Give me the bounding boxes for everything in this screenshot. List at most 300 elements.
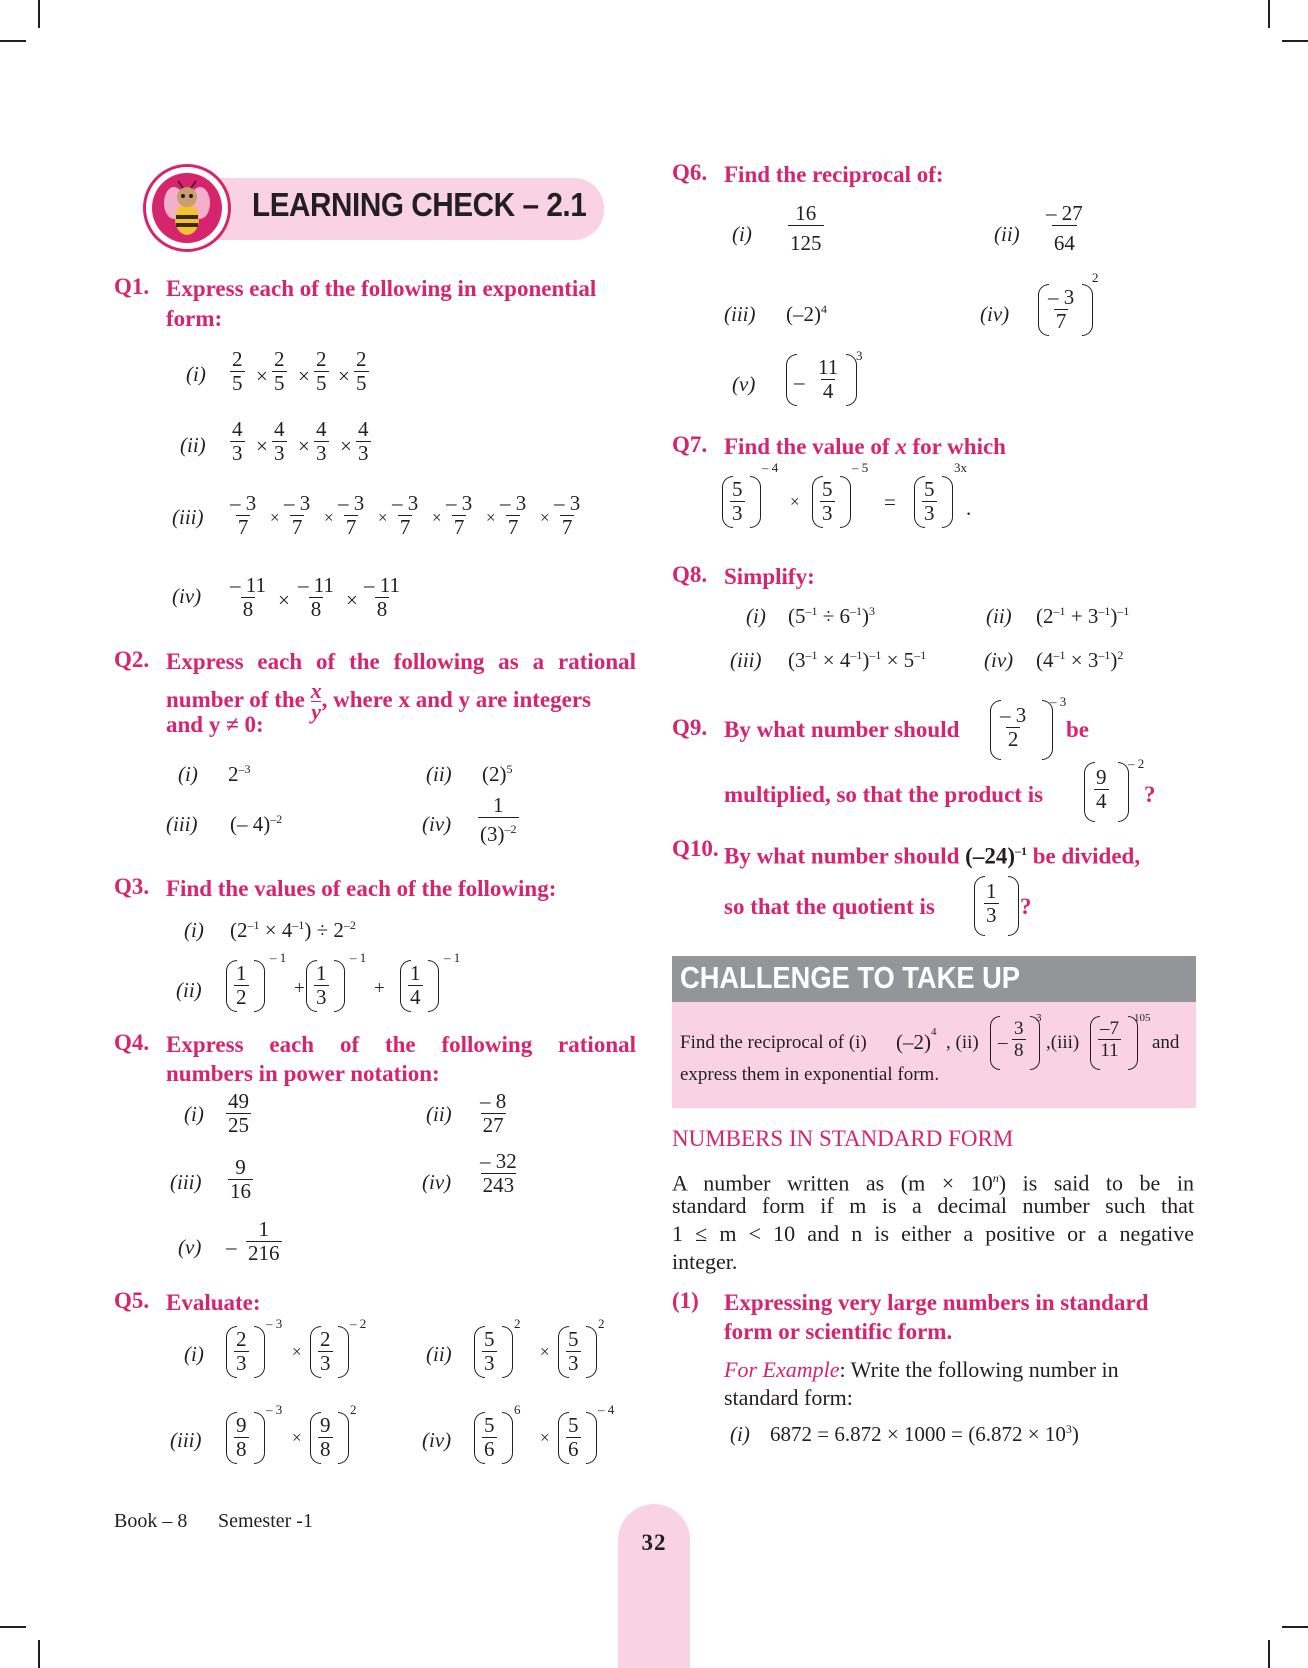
exponent: – 4 [598, 1402, 615, 1417]
fraction-numerator: x [310, 678, 322, 703]
times-sign: × [298, 364, 310, 388]
numerator: 5 [568, 1413, 579, 1437]
item-label: (v) [178, 1235, 202, 1259]
item-label: (ii) [994, 222, 1020, 246]
fraction [362, 574, 402, 621]
numerator: 16 [795, 201, 817, 225]
denominator: 3 [316, 441, 327, 465]
denominator: 3 [822, 501, 833, 525]
fraction [922, 478, 937, 525]
question-title-line: numbers in power notation: [166, 1061, 440, 1086]
bee-icon [152, 173, 222, 243]
denominator: 16 [230, 1179, 251, 1203]
fraction [1012, 1018, 1026, 1061]
challenge-text: , (ii) [946, 1032, 979, 1053]
denominator: 25 [228, 1113, 249, 1137]
denominator: 243 [482, 1173, 515, 1197]
item-label: (iii) [730, 648, 762, 672]
numerator: – 3 [500, 491, 527, 515]
item-label: (iii) [166, 812, 198, 836]
power-expression [896, 1026, 937, 1055]
exponent: –1 [850, 648, 863, 662]
numerator: 4 [274, 417, 285, 441]
fraction [552, 492, 582, 539]
question-number: Q3. [114, 874, 150, 899]
term: (3 [788, 648, 806, 672]
item-label: (ii) [176, 978, 202, 1002]
fraction [272, 418, 287, 465]
denominator: 2 [236, 985, 247, 1009]
exponent: 4 [821, 302, 827, 316]
question-title-text: Find the value of [724, 434, 896, 459]
fraction [1044, 202, 1085, 255]
minus-sign: – [226, 1235, 237, 1259]
numerator: 1 [258, 1217, 269, 1241]
denominator: 4 [822, 379, 834, 403]
power-expression [228, 762, 251, 787]
minus-sign: – [794, 370, 805, 394]
fraction [408, 962, 423, 1009]
term: ) ÷ 2 [304, 918, 344, 942]
times-sign: × [378, 508, 388, 527]
power-expression [786, 302, 827, 327]
item-label: (ii) [426, 1342, 452, 1366]
footer-semester: Semester -1 [218, 1510, 313, 1532]
item-label: (iv) [422, 1428, 452, 1452]
example-line [724, 1356, 1119, 1384]
right-paren [428, 960, 439, 1012]
term: × 4 [817, 648, 851, 672]
base: (2) [482, 762, 507, 786]
question-title: Evaluate: [166, 1290, 261, 1315]
item-number: (1) [672, 1288, 699, 1313]
numerator: 1 [316, 961, 327, 985]
term: × 3 [1065, 648, 1099, 672]
numerator: – 3 [1048, 285, 1075, 309]
question-title-line: so that the quotient is [724, 894, 935, 919]
right-paren [502, 1412, 513, 1464]
question-title-line: form: [166, 306, 223, 331]
right-paren [1128, 1016, 1138, 1070]
denominator: 8 [1014, 1040, 1024, 1061]
text: ) is said to be in [998, 1170, 1194, 1196]
right-paren [254, 1412, 265, 1464]
exponent: –1 [1053, 648, 1066, 662]
question-title-text: , where x and y are integers [321, 686, 591, 712]
term: + 3 [1065, 604, 1099, 628]
numerator: 9 [1096, 765, 1107, 789]
exponent: 2 [350, 1402, 357, 1417]
exponent: –1 [1098, 604, 1111, 618]
question-title-line: multiplied, so that the product is [724, 782, 1044, 807]
item-label: (iii) [724, 302, 756, 326]
term: ÷ 6 [817, 604, 851, 628]
exponent: –1 [1014, 844, 1027, 858]
question-title-text: for which [906, 434, 1006, 459]
numerator: – 3 [446, 491, 473, 515]
fraction [788, 202, 824, 255]
question-title-line: and y ≠ 0: [166, 712, 264, 737]
numerator: 5 [924, 477, 935, 501]
denominator: 7 [507, 515, 519, 539]
question-number: Q6. [672, 160, 708, 185]
expression [1036, 604, 1129, 629]
question-title: Simplify: [724, 564, 815, 589]
denominator: 3 [924, 501, 935, 525]
denominator: 7 [345, 515, 357, 539]
exponent: –2 [343, 918, 356, 932]
numerator: – 3 [230, 491, 257, 515]
fraction [482, 1328, 497, 1375]
power-expression [230, 812, 282, 837]
numerator: 5 [732, 477, 743, 501]
right-paren [338, 1412, 349, 1464]
times-sign: × [540, 508, 550, 527]
page-number-tab [618, 1504, 690, 1668]
right-paren [1008, 876, 1019, 936]
fraction-denominator: y [311, 699, 321, 724]
right-paren [840, 476, 851, 528]
fraction [314, 418, 329, 465]
question-number: Q7. [672, 432, 708, 457]
numerator: 9 [235, 1155, 246, 1179]
plus-sign: + [374, 978, 385, 999]
exponent: –1 [1098, 648, 1111, 662]
times-sign: × [256, 434, 268, 458]
exponent: 2 [1117, 648, 1124, 662]
fraction [566, 1414, 581, 1461]
exponent: – 3 [266, 1402, 283, 1417]
times-sign: × [324, 508, 334, 527]
right-paren [502, 1326, 513, 1378]
item-label: (i) [184, 1342, 204, 1366]
denominator [478, 817, 519, 846]
exponent: –1 [805, 648, 818, 662]
base: (–2) [786, 302, 821, 326]
paragraph-line: standard form if m is a decimal number such that [672, 1193, 1194, 1218]
fraction [820, 478, 835, 525]
fraction [1098, 1018, 1121, 1061]
fraction [336, 492, 366, 539]
denominator: 7 [1055, 309, 1067, 333]
fraction [230, 348, 245, 395]
fraction [478, 794, 519, 846]
exponent: –1 [805, 604, 818, 618]
exponent: – 4 [762, 460, 779, 475]
exponent: n [992, 1171, 999, 1185]
crop-mark [1282, 1626, 1308, 1628]
numerator: 5 [484, 1327, 495, 1351]
fraction [318, 1414, 333, 1461]
fraction [730, 478, 745, 525]
times-sign: × [338, 364, 350, 388]
denominator: 7 [453, 515, 465, 539]
exponent: –1 [1117, 604, 1130, 618]
question-mark: ? [1020, 894, 1032, 919]
item-label: (i) [178, 762, 198, 786]
question-title-text: be divided, [1026, 843, 1141, 869]
question-number: Q9. [672, 715, 708, 740]
exponent: – 3 [266, 1316, 283, 1331]
exponent: 6 [514, 1402, 521, 1417]
numerator: 9 [236, 1413, 247, 1437]
times-sign: × [346, 588, 358, 612]
numerator: – 11 [230, 573, 266, 597]
paragraph-line: integer. [672, 1249, 738, 1274]
question-title [166, 274, 636, 334]
denominator: 4 [410, 985, 421, 1009]
exponent: –1 [869, 648, 882, 662]
right-paren [254, 960, 265, 1012]
expression [1036, 648, 1123, 673]
item-label: (iii) [170, 1170, 202, 1194]
challenge-text: and [1152, 1032, 1180, 1053]
expression [788, 604, 875, 629]
numerator: 1 [410, 961, 421, 985]
item-label: (iii) [172, 505, 204, 529]
fraction [478, 1150, 519, 1197]
example-line: standard form: [724, 1385, 853, 1410]
right-paren [1082, 284, 1093, 336]
item-label: (iv) [980, 302, 1010, 326]
crop-mark [1268, 0, 1270, 28]
item-label: (v) [732, 372, 756, 396]
item-label: (i) [184, 918, 204, 942]
exponent: 3 [1065, 1422, 1072, 1436]
fraction [498, 492, 528, 539]
denominator: 4 [1096, 789, 1107, 813]
base: (–24) [965, 843, 1015, 869]
question-mark: ? [1144, 782, 1156, 807]
exponent: – 1 [444, 950, 461, 965]
question-title: Find the values of each of the following: [166, 876, 557, 901]
fraction [566, 1328, 581, 1375]
numerator: 3 [1014, 1018, 1024, 1039]
exponent: –2 [270, 812, 283, 826]
fraction [282, 492, 312, 539]
question-title-text: By what number should [724, 843, 966, 869]
question-title [724, 432, 1006, 462]
numerator: – 3 [284, 491, 311, 515]
exponent: 3 [1036, 1012, 1042, 1024]
example-expression [770, 1422, 1079, 1447]
times-sign: × [540, 1428, 550, 1447]
denominator: 8 [320, 1437, 331, 1461]
numerator: 2 [274, 347, 285, 371]
fraction [354, 348, 369, 395]
fraction [234, 1328, 249, 1375]
exponent: –1 [247, 918, 260, 932]
base: (–2) [896, 1030, 931, 1054]
fraction [272, 348, 287, 395]
fraction [228, 574, 268, 621]
denominator: 3 [274, 441, 285, 465]
question-title-line: By what number should [724, 717, 960, 742]
times-sign: × [340, 434, 352, 458]
numerator: 1 [236, 961, 247, 985]
numerator: 4 [358, 417, 369, 441]
denominator: 8 [310, 597, 322, 621]
times-sign: × [486, 508, 496, 527]
denominator: 3 [568, 1351, 579, 1375]
term: (2 [230, 918, 248, 942]
term: (2 [1036, 604, 1054, 628]
denominator: 64 [1052, 225, 1077, 255]
fraction [230, 418, 245, 465]
exponent: – 2 [350, 1316, 367, 1331]
exponent: 5 [506, 762, 513, 776]
item-title-line: form or scientific form. [724, 1319, 953, 1344]
question-title-text: be [1066, 717, 1089, 742]
question-number: Q10. [672, 836, 719, 861]
denominator: 7 [399, 515, 411, 539]
numerator: 2 [232, 347, 243, 371]
question-number: Q2. [114, 647, 150, 672]
item-label: (iv) [422, 1170, 452, 1194]
term: ) [862, 604, 870, 628]
fraction [318, 1328, 333, 1375]
fraction [228, 1156, 253, 1203]
numerator: 9 [320, 1413, 331, 1437]
base: 2 [228, 762, 239, 786]
fraction [444, 492, 474, 539]
times-sign: × [270, 508, 280, 527]
times-sign: × [432, 508, 442, 527]
period: . [966, 496, 972, 520]
paragraph-line: 1 ≤ m < 10 and n is either a positive or a negative [672, 1221, 1194, 1246]
exponent: –1 [292, 918, 305, 932]
denominator: 7 [237, 515, 249, 539]
numerator: 11 [818, 355, 839, 379]
denominator: 3 [320, 1351, 331, 1375]
exponent: –1 [914, 648, 927, 662]
item-label: (iv) [422, 812, 452, 836]
denominator: 8 [236, 1437, 247, 1461]
exponent: –1 [850, 604, 863, 618]
text: : Write the following number in [839, 1357, 1119, 1382]
denominator: 5 [274, 371, 285, 395]
numerator: 2 [320, 1327, 331, 1351]
right-paren [254, 1326, 265, 1378]
numerator: 5 [568, 1327, 579, 1351]
denominator: 125 [788, 225, 824, 255]
item-label: (ii) [426, 762, 452, 786]
exponent: –1 [1053, 604, 1066, 618]
expression [230, 918, 356, 943]
right-paren [750, 476, 761, 528]
right-paren [334, 960, 345, 1012]
times-sign: × [256, 364, 268, 388]
fraction [816, 356, 840, 403]
denominator: 6 [568, 1437, 579, 1461]
exponent: 3 [856, 348, 863, 363]
fraction [482, 1414, 497, 1461]
crop-mark [0, 40, 26, 42]
item-label: (i) [186, 362, 206, 386]
denominator: 5 [356, 371, 367, 395]
item-label: (i) [730, 1422, 750, 1446]
exponent: 105 [1134, 1012, 1151, 1024]
numerator: – 11 [298, 573, 334, 597]
item-label: (ii) [180, 433, 206, 457]
text: ) [1071, 1422, 1079, 1446]
item-label: (i) [746, 604, 766, 628]
question-title-line [724, 836, 1140, 872]
numerator: 5 [484, 1413, 495, 1437]
challenge-title: CHALLENGE TO TAKE UP [680, 960, 1021, 995]
right-paren [1030, 1016, 1040, 1070]
fraction [1046, 286, 1076, 333]
challenge-text: Find the reciprocal of (i) [680, 1032, 867, 1053]
bee-badge [143, 164, 231, 252]
times-sign: × [292, 1428, 302, 1447]
fraction [314, 962, 329, 1009]
fraction [314, 348, 329, 395]
fraction [234, 1414, 249, 1461]
denominator: 3 [986, 903, 997, 927]
exponent: 2 [514, 1316, 521, 1331]
exponent: – 2 [1128, 756, 1145, 771]
right-paren [586, 1412, 597, 1464]
denominator: 8 [376, 597, 388, 621]
exponent: 2 [598, 1316, 605, 1331]
fraction [226, 1090, 251, 1137]
crop-mark [0, 1626, 26, 1628]
exponent: 4 [931, 1026, 937, 1038]
fraction [478, 1090, 508, 1137]
numerator: 4 [316, 417, 327, 441]
numerator: – 27 [1046, 201, 1083, 225]
times-sign: × [292, 1342, 302, 1361]
denominator: 3 [316, 985, 327, 1009]
variable: x [895, 434, 907, 459]
text: 6872 = 6.872 × 1000 = (6.872 × 10 [770, 1422, 1066, 1446]
numerator: 2 [236, 1327, 247, 1351]
fraction [998, 704, 1028, 751]
footer-book: Book – 8 [114, 1510, 188, 1532]
numerator: – 3 [554, 491, 581, 515]
times-sign: × [278, 588, 290, 612]
exponent: – 3 [1050, 694, 1067, 709]
item-label: (iv) [984, 648, 1014, 672]
base: (3) [480, 822, 505, 846]
item-label: (iii) [170, 1428, 202, 1452]
fraction [234, 962, 249, 1009]
numerator: – 3 [1000, 703, 1027, 727]
fraction [984, 880, 999, 927]
denominator: 3 [236, 1351, 247, 1375]
numerator: – 3 [338, 491, 365, 515]
exponent: – 5 [852, 460, 869, 475]
denominator: 3 [732, 501, 743, 525]
term: ) [1110, 604, 1118, 628]
fraction [1094, 766, 1109, 813]
numerator: 1 [986, 879, 997, 903]
exponent: –2 [504, 822, 517, 836]
numerator: – 8 [480, 1089, 507, 1113]
denominator: 5 [316, 371, 327, 395]
denominator: 7 [561, 515, 573, 539]
term: × 4 [259, 918, 293, 942]
crop-mark [1282, 40, 1308, 42]
denominator: 3 [484, 1351, 495, 1375]
numerator: 49 [228, 1089, 249, 1113]
page-number: 32 [641, 1530, 667, 1555]
numerator: – 32 [480, 1149, 517, 1173]
term: ) [862, 648, 870, 672]
numerator: 2 [356, 347, 367, 371]
item-title-line: Expressing very large numbers in standard [724, 1290, 1149, 1315]
